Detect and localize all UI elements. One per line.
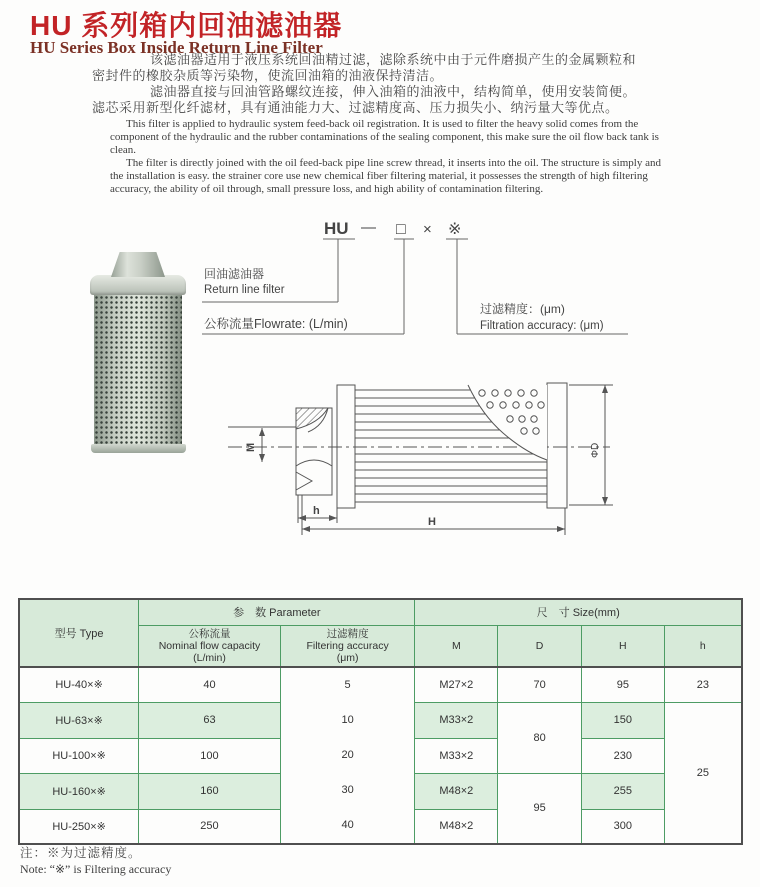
intro-en [110,118,662,196]
model-box-symbol: □ [396,221,406,238]
photo-end-cap [90,275,186,295]
model-star-symbol: ※ [448,221,462,238]
cell-d: 70 [498,667,582,702]
cell-type: HU-63×※ [19,702,139,738]
footnote-en: Note: “※” is Filtering accuracy [20,862,172,876]
flow-header-unit: (L/min) [193,651,226,664]
col-header-m: M [415,625,498,667]
return-line-label-en: Return line filter [204,284,285,296]
intro-en-paragraph-2: The filter is directly joined with the oil feed-back pipe line screw thread, it inserts into the oil. The structure is simply and the installation is easy. the strainer core use new chemical fiber filtering material, it possesses the strength of high filtering accuracy, the ability of oil through, small pressure loss, and high ability of contamination filtering. [110,157,661,195]
intro-zh-paragraph-2: 滤油器直接与回油管路螺纹连接，伸入油箱的油液中，结构简单，使用安装简便。滤芯采用新型化纤滤材，具有通油能力大、过滤精度高、压力损失小、纳污量大等优点。 [92,84,637,115]
cell-height: 150 [581,702,664,738]
cell-flow: 160 [139,773,281,809]
col-header-accuracy [280,625,415,667]
cell-flow: 40 [139,667,281,702]
cell-type: HU-160×※ [19,773,139,809]
accuracy-value: 10 [341,714,354,726]
cell-height: 255 [581,773,664,809]
technical-drawing [228,376,628,566]
intro-en-paragraph-1: This filter is applied to hydraulic system feed-back oil registration. It is used to filter the heavy solid comes from the component of the hydraulic and the rubber contaminations of the sealing component, this make sure the oil flow back tank is clean. [110,118,659,156]
photo-bottom-rim [91,444,186,453]
cell-type: HU-40×※ [19,667,139,702]
accuracy-value: 30 [341,784,354,796]
accuracy-header-unit: (μm) [336,651,359,664]
filtration-accuracy-label-zh: 过滤精度：(μm) [480,302,565,316]
cell-d-merged: 95 [498,773,582,844]
cell-d-merged: 80 [498,702,582,773]
cell-flow: 250 [139,809,281,844]
intro-zh [92,52,637,116]
accuracy-header-zh: 过滤精度 [326,627,369,640]
flow-header-en: Nominal flow capacity [158,639,261,652]
accuracy-value: 5 [344,679,351,691]
col-group-parameter: 参 数 Parameter [139,599,415,625]
filter-element-photo [88,252,188,457]
model-times-symbol: × [423,221,432,238]
model-prefix: HU [324,219,349,238]
dim-label-phi-d: ΦD [590,442,601,458]
page-subtitle: HU Series Box Inside Return Line Filter [30,38,323,57]
flow-header-zh: 公称流量 [188,627,231,640]
cell-flow: 63 [139,702,281,738]
model-dash-symbol: — [361,219,376,236]
photo-hex-boss [111,252,165,277]
col-header-h-big: H [581,625,664,667]
return-line-label-zh: 回油滤油器 [204,267,265,281]
filtration-accuracy-label-en: Filtration accuracy: (μm) [480,320,604,332]
col-header-d: D [498,625,582,667]
flowrate-label: 公称流量Flowrate: (L/min) [204,317,348,331]
cell-thread: M48×2 [415,773,498,809]
cell-height: 95 [581,667,664,702]
accuracy-value: 20 [341,749,354,761]
page-title: HU 系列箱内回油滤油器 [30,10,343,41]
cell-h-merged: 25 [664,702,742,844]
spec-table [18,598,743,845]
footnote-zh: 注：※为过滤精度。 [20,846,142,860]
cell-thread: M48×2 [415,809,498,844]
col-header-flow [139,625,281,667]
cell-type: HU-250×※ [19,809,139,844]
dim-label-h-small: h [313,505,320,517]
intro-zh-paragraph-1: 该滤油器适用于液压系统回油精过滤，滤除系统中由于元件磨损产生的金属颗粒和密封件的橡胶杂质等污染物，使流回油箱的油液保持清洁。 [92,52,637,83]
dim-label-h-big: H [428,516,436,528]
accuracy-value: 40 [341,819,354,831]
cell-type: HU-100×※ [19,738,139,773]
cell-flow: 100 [139,738,281,773]
cell-thread: M33×2 [415,702,498,738]
table-row [19,667,742,702]
model-designation-diagram [180,213,670,345]
col-header-h-small: h [664,625,742,667]
dim-label-m: M [245,442,257,452]
cell-thread: M27×2 [415,667,498,702]
accuracy-header-en: Filtering accuracy [306,639,389,652]
col-header-type: 型号 Type [19,599,139,667]
col-group-size: 尺 寸 Size(mm) [415,599,742,625]
cell-h: 23 [664,667,742,702]
cell-height: 230 [581,738,664,773]
cell-height: 300 [581,809,664,844]
cell-thread: M33×2 [415,738,498,773]
photo-perforated-body [94,295,182,445]
cell-accuracy-merged [280,667,415,844]
